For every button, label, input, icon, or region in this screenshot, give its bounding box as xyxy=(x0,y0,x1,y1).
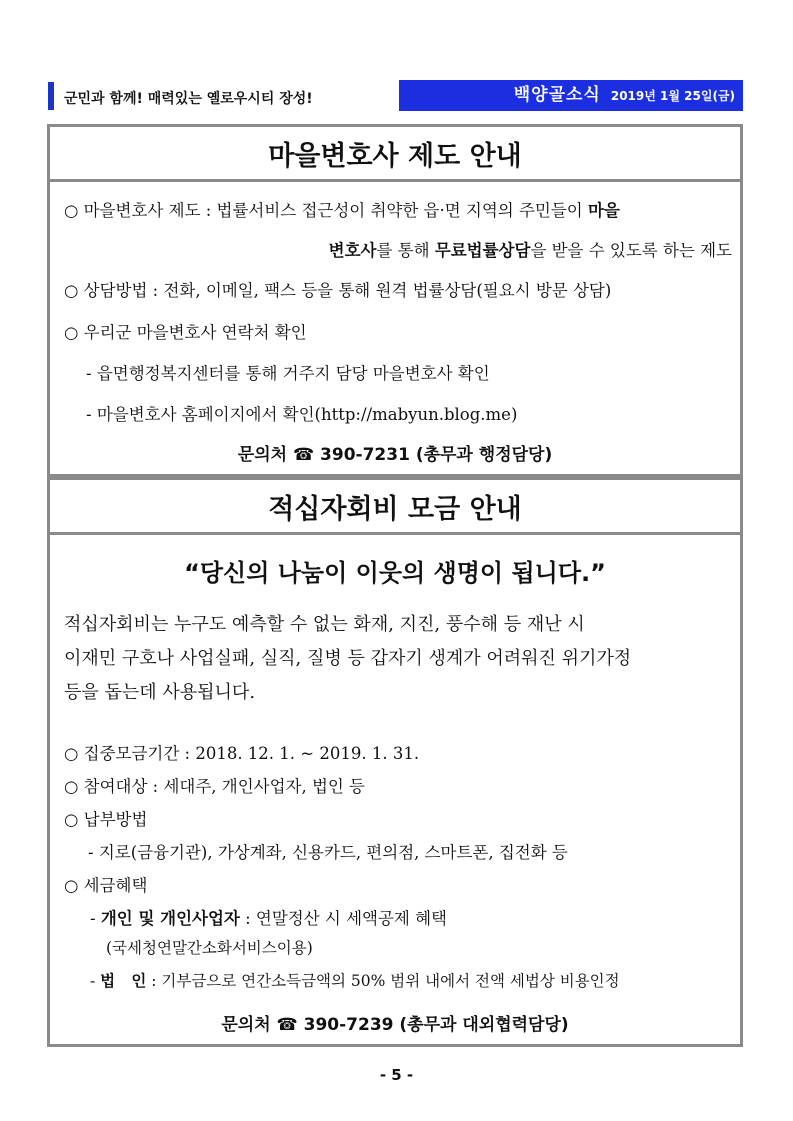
red-cross-target: ○ 참여대상 : 세대주, 개인사업자, 법인 등 xyxy=(64,777,366,796)
benefit-individual-prefix: - xyxy=(90,909,101,928)
lawyer-item-method: ○ 상담방법 : 전화, 이메일, 팩스 등을 통해 원격 법률상담(필요시 방문 상담) xyxy=(64,281,612,300)
red-cross-method-detail: - 지로(금융기관), 가상계좌, 신용카드, 편의점, 스마트폰, 집전화 등 xyxy=(88,843,568,862)
red-cross-benefit-corporate xyxy=(90,969,620,991)
lawyer-contact: 문의처 ☎ 390-7231 (총무과 행정담당) xyxy=(237,445,553,465)
lawyer-item-contact-check: ○ 우리군 마을변호사 연락처 확인 xyxy=(64,323,307,342)
red-cross-quote: “당신의 나눔이 이웃의 생명이 됩니다.” xyxy=(184,559,606,587)
benefit-corporate-prefix: - xyxy=(90,972,101,990)
red-cross-benefit-note: (국세청연말간소화서비스이용) xyxy=(106,939,313,957)
village-lawyer-section xyxy=(47,124,743,477)
red-cross-contact: 문의처 ☎ 390-7239 (총무과 대외협력담당) xyxy=(221,1015,569,1035)
description-line-1: 적십자회비는 누구도 예측할 수 없는 화재, 지진, 풍수해 등 재난 시 xyxy=(64,614,585,635)
lawyer-sub-homepage: - 마을변호사 홈페이지에서 확인(http://mabyun.blog.me) xyxy=(86,405,518,424)
red-cross-benefit: ○ 세금혜택 xyxy=(64,876,148,895)
paper-name: 백양골소식 xyxy=(513,85,601,105)
benefit-individual-text: : 연말정산 시 세액공제 혜택 xyxy=(239,909,447,928)
benefit-corporate-bold: 법 인 xyxy=(100,972,147,990)
red-cross-period: ○ 집중모금기간 : 2018. 12. 1. ~ 2019. 1. 31. xyxy=(64,744,420,763)
red-cross-description xyxy=(64,608,724,710)
page-number: - 5 - xyxy=(379,1066,414,1084)
lawyer-line2-text2: 을 받을 수 있도록 하는 제도 xyxy=(530,241,732,260)
lawyer-line2-text1: 를 통해 xyxy=(376,241,435,260)
benefit-corporate-text: : 기부금으로 연간소득금액의 50% 범위 내에서 전액 세법상 비용인정 xyxy=(146,972,620,990)
lawyer-bold-free-consult: 무료법률상담 xyxy=(434,241,531,260)
header-slogan-block xyxy=(48,82,388,110)
red-cross-section xyxy=(47,477,743,1047)
lawyer-item-system-line2 xyxy=(329,237,732,261)
red-cross-title: 적십자회비 모금 안내 xyxy=(50,480,740,535)
issue-date: 2019년 1월 25일(금) xyxy=(610,89,735,103)
header-paper-banner xyxy=(399,80,743,111)
village-lawyer-title: 마을변호사 제도 안내 xyxy=(50,127,740,182)
description-line-3: 등을 돕는데 사용됩니다. xyxy=(64,682,256,703)
lawyer-item-system-text: ○ 마을변호사 제도 : 법률서비스 접근성이 취약한 읍·면 지역의 주민들이 xyxy=(64,201,588,220)
header-accent-bar xyxy=(48,82,54,110)
description-line-2: 이재민 구호나 사업실패, 실직, 질병 등 갑자기 생계가 어려워진 위기가정 xyxy=(64,648,632,669)
benefit-individual-bold: 개인 및 개인사업자 xyxy=(100,909,240,928)
red-cross-method: ○ 납부방법 xyxy=(64,810,148,829)
red-cross-benefit-individual xyxy=(90,905,447,929)
lawyer-sub-center: - 읍면행정복지센터를 통해 거주지 담당 마을변호사 확인 xyxy=(86,364,490,383)
header-slogan: 군민과 함께! 매력있는 옐로우시티 장성! xyxy=(64,91,313,107)
lawyer-item-system xyxy=(64,197,620,221)
lawyer-item-system-bold: 마을 xyxy=(587,201,620,220)
lawyer-bold-lawyer: 변호사 xyxy=(328,241,377,260)
